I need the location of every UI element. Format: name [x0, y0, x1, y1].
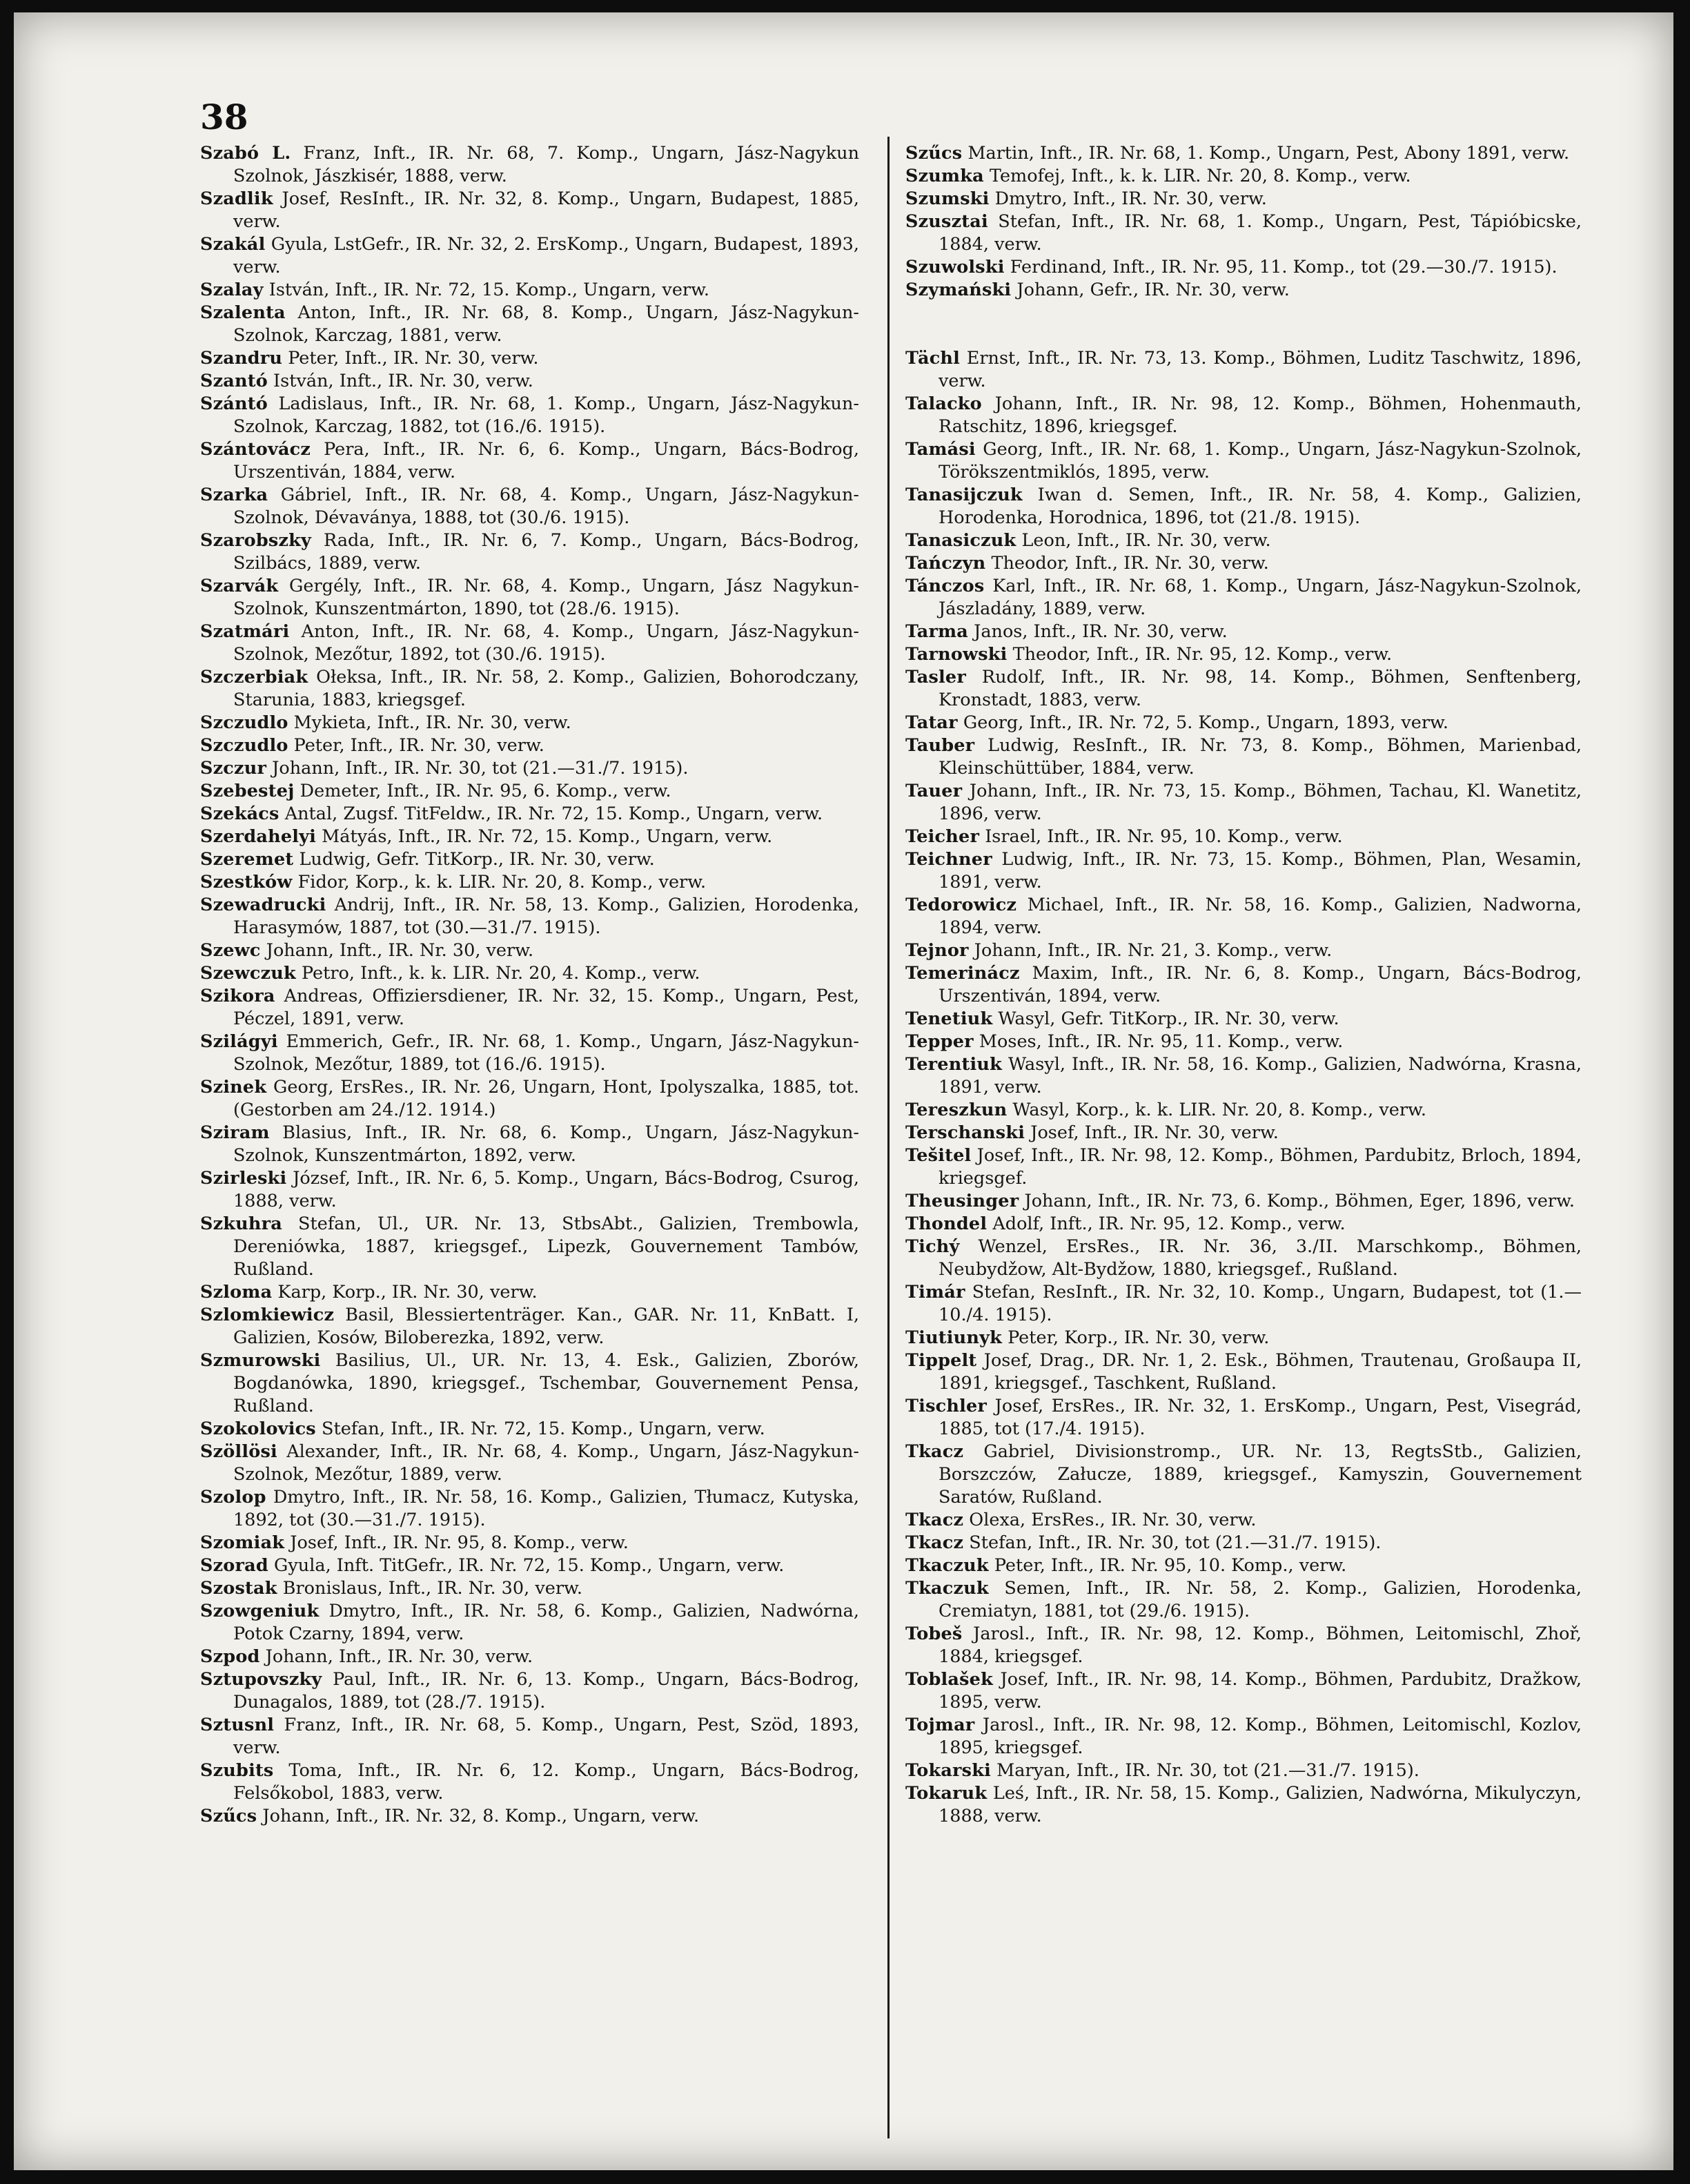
entry-surname: Szorad [200, 1555, 268, 1576]
register-entry [200, 1554, 859, 1577]
register-entry [905, 188, 1582, 211]
entry-surname: Szikora [200, 986, 275, 1006]
entry-surname: Szakál [200, 234, 266, 255]
entry-details: Andrij, Inft., IR. Nr. 58, 13. Komp., Galizien, Horodenka, Harasymów, 1887, tot (30.—31./7. 1915). [233, 895, 859, 938]
register-entry [905, 1144, 1582, 1190]
entry-details: Gabriel, Divisionstromp., UR. Nr. 13, RegtsStb., Galizien, Borszczów, Załucze, 1889, kriegsgef., Kamyszin, Gouvernement Saratów, Rußland. [939, 1441, 1582, 1508]
entry-surname: Tanasijczuk [905, 485, 1023, 505]
entry-details: Maryan, Inft., IR. Nr. 30, tot (21.—31./7. 1915). [991, 1760, 1419, 1781]
entry-surname: Tańczyn [905, 553, 986, 574]
register-entry [200, 666, 859, 712]
entry-surname: Szumka [905, 166, 984, 186]
entry-details: Johann, Inft., IR. Nr. 98, 12. Komp., Böhmen, Hohenmauth, Ratschitz, 1896, kriegsgef. [939, 393, 1582, 437]
register-entry [200, 1532, 859, 1554]
register-entry [905, 643, 1582, 666]
register-entry [200, 1418, 859, 1441]
register-entry [905, 1668, 1582, 1714]
register-entry [905, 552, 1582, 575]
entry-surname: Tenetiuk [905, 1008, 993, 1029]
entry-details: Dmytro, Inft., IR. Nr. 58, 16. Komp., Galizien, Tłumacz, Kutyska, 1892, tot (30.—31./7. 1915). [233, 1487, 859, 1530]
entry-surname: Terschanski [905, 1122, 1025, 1143]
entry-details: Gyula, Inft. TitGefr., IR. Nr. 72, 15. Komp., Ungarn, verw. [268, 1555, 785, 1576]
entry-surname: Szczur [200, 758, 267, 779]
entry-details: Leś, Inft., IR. Nr. 58, 15. Komp., Galizien, Nadwórna, Mikulyczyn, 1888, verw. [939, 1783, 1582, 1826]
entry-details: Josef, Inft., IR. Nr. 30, verw. [1025, 1122, 1279, 1143]
entry-details: Pera, Inft., IR. Nr. 6, 6. Komp., Ungarn, Bács-Bodrog, Urszentiván, 1884, verw. [233, 439, 859, 482]
entry-surname: Tkaczuk [905, 1555, 989, 1576]
entry-details: Ludwig, ResInft., IR. Nr. 73, 8. Komp., Böhmen, Marienbad, Kleinschüttüber, 1884, verw. [939, 735, 1582, 779]
entry-surname: Szekács [200, 803, 279, 824]
register-entry [200, 826, 859, 848]
entry-details: Peter, Korp., IR. Nr. 30, verw. [1002, 1327, 1270, 1348]
column-divider [887, 137, 890, 2138]
entry-details: Peter, Inft., IR. Nr. 30, verw. [282, 348, 539, 369]
register-entry [905, 211, 1582, 256]
entry-surname: Szatmári [200, 621, 290, 642]
entry-surname: Szuwolski [905, 257, 1005, 277]
register-entry [905, 1236, 1582, 1281]
register-entry [905, 1623, 1582, 1668]
entry-surname: Tokaruk [905, 1783, 988, 1804]
register-entry [905, 1441, 1582, 1509]
entry-surname: Szmurowski [200, 1350, 321, 1371]
entry-details: Michael, Inft., IR. Nr. 58, 16. Komp., Galizien, Nadworna, 1894, verw. [939, 895, 1582, 938]
right-column-t-section [905, 347, 1582, 1828]
entry-details: Basilius, Ul., UR. Nr. 13, 4. Esk., Galizien, Zborów, Bogdanówka, 1890, kriegsgef., Tschembar, Gouvernement Pensa, Rußland. [233, 1350, 859, 1416]
entry-details: Dmytro, Inft., IR. Nr. 58, 6. Komp., Galizien, Nadwórna, Potok Czarny, 1894, verw. [233, 1601, 859, 1644]
register-entry [905, 1577, 1582, 1623]
entry-details: Georg, Inft., IR. Nr. 72, 5. Komp., Ungarn, 1893, verw. [957, 712, 1448, 733]
entry-surname: Szewc [200, 940, 261, 961]
entry-details: Theodor, Inft., IR. Nr. 95, 12. Komp., verw. [1007, 644, 1393, 665]
entry-details: Franz, Inft., IR. Nr. 68, 5. Komp., Ungarn, Pest, Szöd, 1893, verw. [233, 1715, 859, 1758]
entry-details: Jarosl., Inft., IR. Nr. 98, 12. Komp., Böhmen, Leitomischl, Kozlov, 1895, kriegsgef. [939, 1715, 1582, 1758]
register-entry [905, 621, 1582, 643]
entry-surname: Tkaczuk [905, 1578, 989, 1599]
entry-surname: Tobeš [905, 1624, 963, 1644]
entry-surname: Timár [905, 1282, 965, 1303]
register-entry [905, 848, 1582, 894]
entry-details: Demeter, Inft., IR. Nr. 95, 6. Komp., verw. [294, 781, 671, 801]
entry-details: Olexa, ErsRes., IR. Nr. 30, verw. [963, 1510, 1257, 1530]
register-entry [200, 894, 859, 939]
register-entry [200, 1213, 859, 1281]
entry-surname: Tkacz [905, 1510, 964, 1530]
entry-surname: Szewczuk [200, 963, 296, 984]
register-entry [905, 1008, 1582, 1031]
entry-surname: Szubits [200, 1760, 274, 1781]
entry-details: Theodor, Inft., IR. Nr. 30, verw. [985, 553, 1269, 574]
entry-surname: Tischler [905, 1396, 988, 1416]
register-entry [200, 393, 859, 438]
entry-surname: Tächl [905, 348, 961, 369]
entry-surname: Szűcs [905, 143, 963, 164]
entry-details: Johann, Inft., IR. Nr. 73, 6. Komp., Böhmen, Eger, 1896, verw. [1019, 1191, 1575, 1211]
entry-details: Petro, Inft., k. k. LIR. Nr. 20, 4. Komp., verw. [295, 963, 700, 984]
register-entry [905, 347, 1582, 393]
entry-surname: Szlomkiewicz [200, 1305, 335, 1325]
register-entry [905, 438, 1582, 484]
entry-surname: Szczudlo [200, 712, 288, 733]
register-entry [200, 848, 859, 871]
register-entry [905, 279, 1582, 302]
entry-surname: Sziram [200, 1122, 270, 1143]
register-entry [905, 393, 1582, 438]
entry-surname: Szusztai [905, 211, 988, 232]
register-entry [200, 1349, 859, 1418]
register-entry [200, 529, 859, 575]
entry-details: Johann, Inft., IR. Nr. 30, tot (21.—31./7. 1915). [266, 758, 689, 779]
entry-surname: Szilágyi [200, 1031, 278, 1052]
register-entry [200, 575, 859, 621]
entry-surname: Szestków [200, 872, 293, 893]
entry-details: Peter, Inft., IR. Nr. 30, verw. [288, 735, 544, 756]
entry-details: Ernst, Inft., IR. Nr. 73, 13. Komp., Böhmen, Luditz Taschwitz, 1896, verw. [939, 348, 1582, 391]
entry-details: Alexander, Inft., IR. Nr. 68, 4. Komp., Ungarn, Jász-Nagykun-Szolnok, Mezőtur, 1889, verw. [233, 1441, 859, 1485]
entry-surname: Szloma [200, 1282, 273, 1303]
entry-surname: Szewadrucki [200, 895, 326, 915]
register-entry [200, 1668, 859, 1714]
register-entry [905, 1122, 1582, 1144]
entry-details: Wasyl, Korp., k. k. LIR. Nr. 20, 8. Komp., verw. [1007, 1100, 1426, 1120]
entry-surname: Szymański [905, 280, 1012, 300]
register-entry [200, 621, 859, 666]
register-entry [200, 233, 859, 279]
entry-surname: Tkacz [905, 1532, 964, 1553]
register-entry [905, 1349, 1582, 1395]
entry-surname: Szokolovics [200, 1418, 316, 1439]
entry-surname: Tedorowicz [905, 895, 1017, 915]
entry-details: Johann, Inft., IR. Nr. 73, 15. Komp., Böhmen, Tachau, Kl. Wanetitz, 1896, verw. [939, 781, 1582, 824]
entry-details: Franz, Inft., IR. Nr. 68, 7. Komp., Ungarn, Jász-Nagykun Szolnok, Jászkisér, 1888, verw. [233, 143, 859, 186]
entry-details: Toma, Inft., IR. Nr. 6, 12. Komp., Ungarn, Bács-Bodrog, Felsőkobol, 1883, verw. [233, 1760, 859, 1804]
entry-details: Ludwig, Gefr. TitKorp., IR. Nr. 30, verw. [293, 849, 655, 870]
register-entry [200, 734, 859, 757]
entry-details: Adolf, Inft., IR. Nr. 95, 12. Komp., verw. [987, 1213, 1346, 1234]
entry-details: Josef, Inft., IR. Nr. 98, 12. Komp., Böhmen, Pardubitz, Brloch, 1894, kriegsgef. [939, 1145, 1582, 1189]
register-entry [905, 712, 1582, 734]
page-number: 38 [200, 97, 248, 137]
entry-surname: Szűcs [200, 1806, 257, 1826]
entry-details: Johann, Inft., IR. Nr. 30, verw. [260, 940, 534, 961]
entry-details: Ołeksa, Inft., IR. Nr. 58, 2. Komp., Galizien, Bohorodczany, Starunia, 1883, kriegsgef. [233, 667, 859, 710]
entry-surname: Szczudlo [200, 735, 288, 756]
register-entry [200, 370, 859, 393]
entry-details: Johann, Gefr., IR. Nr. 30, verw. [1011, 280, 1290, 300]
register-entry [905, 666, 1582, 712]
entry-surname: Szalenta [200, 302, 286, 323]
register-entry [905, 1395, 1582, 1441]
register-entry [905, 1554, 1582, 1577]
register-entry [200, 712, 859, 734]
entry-details: Josef, Inft., IR. Nr. 95, 8. Komp., verw. [284, 1532, 629, 1553]
register-entry [200, 985, 859, 1031]
register-entry [905, 142, 1582, 165]
entry-details: Ludwig, Inft., IR. Nr. 73, 15. Komp., Böhmen, Plan, Wesamin, 1891, verw. [939, 849, 1582, 893]
entry-surname: Tauber [905, 735, 975, 756]
entry-details: Georg, ErsRes., IR. Nr. 26, Ungarn, Hont, Ipolyszalka, 1885, tot. (Gestorben am 24./12. 1914.) [233, 1077, 859, 1120]
entry-surname: Teicher [905, 826, 980, 847]
register-entry [200, 347, 859, 370]
entry-details: Gyula, LstGefr., IR. Nr. 32, 2. ErsKomp., Ungarn, Budapest, 1893, verw. [233, 234, 859, 277]
entry-surname: Szebestej [200, 781, 295, 801]
register-entry [200, 1031, 859, 1076]
entry-surname: Szomiak [200, 1532, 285, 1553]
entry-surname: Tatar [905, 712, 958, 733]
register-entry [200, 1759, 859, 1805]
register-entry [200, 1441, 859, 1486]
entry-details: Stefan, Inft., IR. Nr. 72, 15. Komp., Ungarn, verw. [315, 1418, 765, 1439]
entry-details: Josef, Inft., IR. Nr. 98, 14. Komp., Böhmen, Pardubitz, Dražkow, 1895, verw. [939, 1669, 1582, 1713]
register-entry [200, 1577, 859, 1600]
entry-surname: Szadlik [200, 188, 273, 209]
entry-surname: Szowgeniuk [200, 1601, 320, 1621]
register-entry [905, 575, 1582, 621]
entry-surname: Szöllösi [200, 1441, 277, 1462]
entry-details: József, Inft., IR. Nr. 6, 5. Komp., Ungarn, Bács-Bodrog, Csurog, 1888, verw. [233, 1168, 859, 1211]
entry-surname: Tojmar [905, 1715, 975, 1735]
entry-surname: Tamási [905, 439, 976, 460]
register-entry [905, 165, 1582, 188]
entry-details: Basil, Blessiertenträger. Kan., GAR. Nr. 11, KnBatt. I, Galizien, Kosów, Biloberezka, 1892, verw. [233, 1305, 859, 1348]
register-entry [905, 894, 1582, 939]
register-entry [200, 484, 859, 529]
entry-surname: Szerdahelyi [200, 826, 317, 847]
entry-surname: Szpod [200, 1646, 260, 1667]
register-entry [905, 780, 1582, 826]
register-entry [200, 1805, 859, 1828]
entry-surname: Teichner [905, 849, 992, 870]
register-entry [905, 1213, 1582, 1236]
register-entry [200, 780, 859, 803]
register-entry [200, 1122, 859, 1167]
entry-surname: Szumski [905, 188, 990, 209]
entry-details: Wenzel, ErsRes., IR. Nr. 36, 3./II. Marschkomp., Böhmen, Neubydžow, Alt-Bydžow, 1880, kriegsgef., Rußland. [939, 1236, 1582, 1280]
entry-details: Dmytro, Inft., IR. Nr. 30, verw. [989, 188, 1267, 209]
register-entry [200, 1167, 859, 1213]
register-entry [905, 1532, 1582, 1554]
entry-details: Gergély, Inft., IR. Nr. 68, 4. Komp., Ungarn, Jász Nagykun-Szolnok, Kunszentmárton, 1890, tot (28./6. 1915). [233, 576, 859, 619]
entry-details: Antal, Zugsf. TitFeldw., IR. Nr. 72, 15. Komp., Ungarn, verw. [279, 803, 823, 824]
register-entry [200, 803, 859, 826]
entry-surname: Tippelt [905, 1350, 977, 1371]
entry-surname: Tokarski [905, 1760, 991, 1781]
entry-surname: Szirleski [200, 1168, 287, 1189]
entry-details: Georg, Inft., IR. Nr. 68, 1. Komp., Ungarn, Jász-Nagykun-Szolnok, Törökszentmiklós, 1895, verw. [939, 439, 1582, 482]
entry-surname: Szostak [200, 1578, 277, 1599]
entry-details: Anton, Inft., IR. Nr. 68, 4. Komp., Ungarn, Jász-Nagykun-Szolnok, Mezőtur, 1892, tot (30./6. 1915). [233, 621, 859, 665]
entry-details: Rudolf, Inft., IR. Nr. 98, 14. Komp., Böhmen, Senftenberg, Kronstadt, 1883, verw. [939, 667, 1582, 710]
register-entry [905, 1190, 1582, 1213]
right-column [905, 142, 1582, 1828]
entry-surname: Szantó [200, 371, 268, 391]
entry-details: Martin, Inft., IR. Nr. 68, 1. Komp., Ungarn, Pest, Abony 1891, verw. [962, 143, 1570, 164]
entry-details: Mykieta, Inft., IR. Nr. 30, verw. [288, 712, 571, 733]
entry-details: Mátyás, Inft., IR. Nr. 72, 15. Komp., Ungarn, verw. [316, 826, 773, 847]
entry-details: Emmerich, Gefr., IR. Nr. 68, 1. Komp., Ungarn, Jász-Nagykun-Szolnok, Mezőtur, 1889, tot (16./6. 1915). [233, 1031, 859, 1075]
entry-details: Temofej, Inft., k. k. LIR. Nr. 20, 8. Komp., verw. [983, 166, 1411, 186]
entry-surname: Szarka [200, 485, 268, 505]
entry-surname: Sztupovszky [200, 1669, 322, 1690]
entry-surname: Tereszkun [905, 1100, 1008, 1120]
entry-details: Janos, Inft., IR. Nr. 30, verw. [968, 621, 1228, 642]
entry-details: Leon, Inft., IR. Nr. 30, verw. [1016, 530, 1271, 551]
left-column [200, 142, 859, 1828]
entry-details: Israel, Inft., IR. Nr. 95, 10. Komp., verw. [979, 826, 1343, 847]
entry-surname: Tichý [905, 1236, 960, 1257]
entry-details: Wasyl, Gefr. TitKorp., IR. Nr. 30, verw. [992, 1008, 1339, 1029]
entry-details: Stefan, Inft., IR. Nr. 30, tot (21.—31./7. 1915). [963, 1532, 1382, 1553]
entry-surname: Talacko [905, 393, 982, 414]
register-entry [905, 734, 1582, 780]
entry-surname: Tanasiczuk [905, 530, 1016, 551]
entry-details: Semen, Inft., IR. Nr. 58, 2. Komp., Galizien, Horodenka, Cremiatyn, 1881, tot (29./6. 1915). [939, 1578, 1582, 1621]
register-entry [905, 1759, 1582, 1782]
entry-details: István, Inft., IR. Nr. 30, verw. [267, 371, 533, 391]
entry-surname: Szabó L. [200, 143, 291, 164]
register-entry [200, 1281, 859, 1304]
entry-details: Bronislaus, Inft., IR. Nr. 30, verw. [277, 1578, 582, 1599]
register-entry [200, 1304, 859, 1349]
entry-details: Peter, Inft., IR. Nr. 95, 10. Komp., verw. [988, 1555, 1347, 1576]
entry-details: Karp, Korp., IR. Nr. 30, verw. [272, 1282, 538, 1303]
entry-surname: Szántovácz [200, 439, 311, 460]
entry-details: Andreas, Offiziersdiener, IR. Nr. 32, 15. Komp., Ungarn, Pest, Péczel, 1891, verw. [233, 986, 859, 1029]
entry-surname: Tauer [905, 781, 963, 801]
register-entry [200, 142, 859, 188]
entry-surname: Temerinácz [905, 963, 1020, 984]
entry-surname: Tešitel [905, 1145, 972, 1166]
register-entry [905, 1327, 1582, 1349]
entry-surname: Terentiuk [905, 1054, 1002, 1075]
entry-surname: Tánczos [905, 576, 985, 596]
register-entry [200, 1714, 859, 1759]
register-entry [905, 1281, 1582, 1327]
entry-surname: Szolop [200, 1487, 266, 1508]
entry-details: Johann, Inft., IR. Nr. 32, 8. Komp., Ungarn, verw. [257, 1806, 700, 1826]
register-entry [200, 1486, 859, 1532]
entry-details: Blasius, Inft., IR. Nr. 68, 6. Komp., Ungarn, Jász-Nagykun-Szolnok, Kunszentmárton, 1892, verw. [233, 1122, 859, 1166]
entry-surname: Tasler [905, 667, 966, 688]
entry-surname: Szántó [200, 393, 268, 414]
entry-details: Ferdinand, Inft., IR. Nr. 95, 11. Komp., tot (29.—30./7. 1915). [1004, 257, 1558, 277]
register-entry [200, 1600, 859, 1646]
entry-details: Jarosl., Inft., IR. Nr. 98, 12. Komp., Böhmen, Leitomischl, Zhoř, 1884, kriegsgef. [939, 1624, 1582, 1667]
entry-details: Josef, ErsRes., IR. Nr. 32, 1. ErsKomp., Ungarn, Pest, Visegrád, 1885, tot (17./4. 1915). [939, 1396, 1582, 1439]
entry-details: Fidor, Korp., k. k. LIR. Nr. 20, 8. Komp., verw. [292, 872, 707, 893]
entry-surname: Szalay [200, 280, 264, 300]
register-entry [905, 529, 1582, 552]
register-entry [200, 939, 859, 962]
entry-details: Johann, Inft., IR. Nr. 21, 3. Komp., verw. [968, 940, 1333, 961]
entry-details: István, Inft., IR. Nr. 72, 15. Komp., Ungarn, verw. [263, 280, 710, 300]
entry-surname: Sztusnl [200, 1715, 275, 1735]
entry-surname: Szarvák [200, 576, 279, 596]
entry-details: Stefan, ResInft., IR. Nr. 32, 10. Komp., Ungarn, Budapest, tot (1.—10./4. 1915). [939, 1282, 1582, 1325]
entry-surname: Tkacz [905, 1441, 964, 1462]
entry-details: Moses, Inft., IR. Nr. 95, 11. Komp., verw. [973, 1031, 1344, 1052]
register-entry [905, 1714, 1582, 1759]
entry-surname: Toblašek [905, 1669, 993, 1690]
entry-details: Maxim, Inft., IR. Nr. 6, 8. Komp., Ungarn, Bács-Bodrog, Urszentiván, 1894, verw. [939, 963, 1582, 1006]
right-column-s-section [905, 142, 1582, 302]
entry-details: Josef, Drag., DR. Nr. 1, 2. Esk., Böhmen, Trautenau, Großaupa II, 1891, kriegsgef., Taschkent, Rußland. [939, 1350, 1582, 1394]
entry-details: Stefan, Ul., UR. Nr. 13, StbsAbt., Galizien, Trembowla, Dereniówka, 1887, kriegsgef., Lipezk, Gouvernement Tambów, Rußland. [233, 1213, 859, 1280]
entry-surname: Tarnowski [905, 644, 1008, 665]
entry-details: Rada, Inft., IR. Nr. 6, 7. Komp., Ungarn, Bács-Bodrog, Szilbács, 1889, verw. [233, 530, 859, 574]
register-entry [200, 962, 859, 985]
register-entry [905, 939, 1582, 962]
entry-surname: Szczerbiak [200, 667, 308, 688]
entry-details: Karl, Inft., IR. Nr. 68, 1. Komp., Ungarn, Jász-Nagykun-Szolnok, Jászladány, 1889, verw. [939, 576, 1582, 619]
register-entry [200, 757, 859, 780]
entry-surname: Szeremet [200, 849, 294, 870]
register-entry [200, 302, 859, 347]
entry-surname: Tejnor [905, 940, 969, 961]
register-entry [905, 962, 1582, 1008]
register-entry [905, 1509, 1582, 1532]
register-entry [905, 256, 1582, 279]
entry-details: Paul, Inft., IR. Nr. 6, 13. Komp., Ungarn, Bács-Bodrog, Dunagalos, 1889, tot (28./7. 1915). [233, 1669, 859, 1713]
entry-surname: Tepper [905, 1031, 974, 1052]
register-entry [200, 1646, 859, 1668]
register-entry [200, 188, 859, 233]
register-entry [905, 484, 1582, 529]
entry-surname: Thondel [905, 1213, 988, 1234]
entry-details: Gábriel, Inft., IR. Nr. 68, 4. Komp., Ungarn, Jász-Nagykun-Szolnok, Dévaványa, 1888, tot (30./6. 1915). [233, 485, 859, 528]
entry-details: Josef, ResInft., IR. Nr. 32, 8. Komp., Ungarn, Budapest, 1885, verw. [233, 188, 859, 232]
entry-surname: Szandru [200, 348, 283, 369]
entry-surname: Szkuhra [200, 1213, 283, 1234]
entry-surname: Tiutiunyk [905, 1327, 1003, 1348]
document-page [14, 12, 1673, 2170]
entry-details: Ladislaus, Inft., IR. Nr. 68, 1. Komp., Ungarn, Jász-Nagykun-Szolnok, Karczag, 1882, tot (16./6. 1915). [233, 393, 859, 437]
register-entry [905, 826, 1582, 848]
register-entry [905, 1099, 1582, 1122]
section-gap [905, 302, 1582, 347]
entry-details: Stefan, Inft., IR. Nr. 68, 1. Komp., Ungarn, Pest, Tápióbicske, 1884, verw. [939, 211, 1582, 255]
register-entry [200, 438, 859, 484]
entry-surname: Tarma [905, 621, 968, 642]
entry-surname: Szinek [200, 1077, 267, 1098]
entry-surname: Theusinger [905, 1191, 1019, 1211]
register-entry [200, 279, 859, 302]
register-entry [905, 1053, 1582, 1099]
register-entry [905, 1782, 1582, 1828]
entry-details: Anton, Inft., IR. Nr. 68, 8. Komp., Ungarn, Jász-Nagykun-Szolnok, Karczag, 1881, verw. [233, 302, 859, 346]
entry-details: Iwan d. Semen, Inft., IR. Nr. 58, 4. Komp., Galizien, Horodenka, Horodnica, 1896, tot (21./8. 1915). [939, 485, 1582, 528]
entry-details: Johann, Inft., IR. Nr. 30, verw. [259, 1646, 533, 1667]
entry-details: Wasyl, Inft., IR. Nr. 58, 16. Komp., Galizien, Nadwórna, Krasna, 1891, verw. [939, 1054, 1582, 1098]
register-entry [200, 871, 859, 894]
register-entry [200, 1076, 859, 1122]
register-entry [905, 1031, 1582, 1053]
entry-surname: Szarobszky [200, 530, 312, 551]
